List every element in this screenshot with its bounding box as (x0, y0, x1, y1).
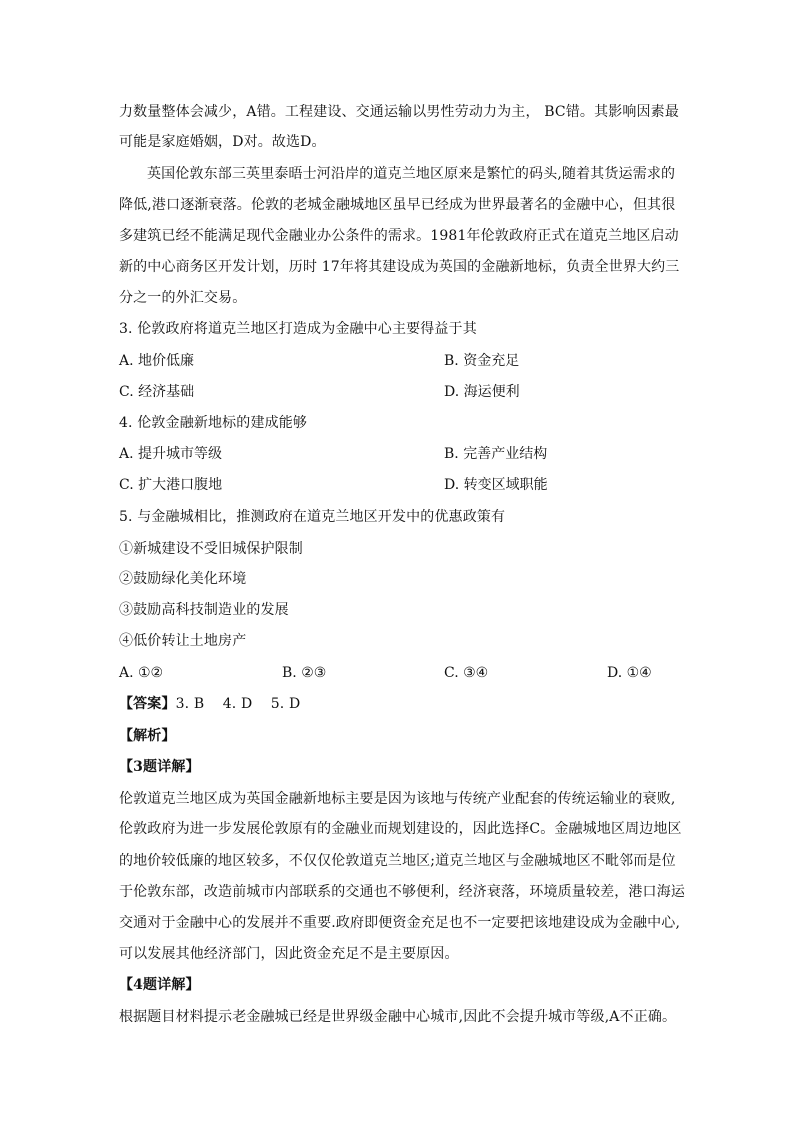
question-4-option-b: B. 完善产业结构 (444, 446, 548, 462)
question-3-option-b: B. 资金充足 (444, 353, 520, 369)
paragraph-line: 可能是家庭婚姻，D对。故选D。 (119, 134, 326, 150)
passage-line: 降低,港口逐渐衰落。伦敦的老城金融城地区虽早已经成为世界最著名的金融中心，但其很 (119, 197, 676, 213)
question-5-option-b: B. ②③ (282, 665, 327, 681)
question-5-stem: 5. 与金融城相比，推测政府在道克兰地区开发中的优惠政策有 (119, 509, 506, 525)
detail-3-label: 【3题详解】 (119, 759, 200, 775)
question-4-stem: 4. 伦敦金融新地标的建成能够 (119, 415, 308, 431)
detail-3-line: 伦敦政府为进一步发展伦敦原有的金融业而规划建设的，因此选择C。金融城地区周边地区 (119, 821, 682, 837)
passage-line: 多建筑已经不能满足现代金融业办公条件的需求。1981年伦敦政府正式在道克兰地区启动 (119, 228, 679, 244)
passage-line: 新的中心商务区开发计划，历时 17年将其建设成为英国的金融新地标，负责全世界大约三 (119, 259, 680, 275)
question-5-option-d: D. ①④ (607, 665, 652, 681)
paragraph-line: 力数量整体会减少，A错。工程建设、交通运输以男性劳动力为主， BC错。其影响因素最 (119, 104, 679, 120)
question-3-stem: 3. 伦敦政府将道克兰地区打造成为金融中心主要得益于其 (119, 321, 477, 337)
answer-line (119, 695, 300, 713)
detail-3-line: 伦敦道克兰地区成为英国金融新地标主要是因为该地与传统产业配套的传统运输业的衰败, (119, 791, 676, 807)
passage-line: 分之一的外汇交易。 (119, 290, 247, 306)
question-4-option-a: A. 提升城市等级 (119, 446, 223, 462)
question-5-item: ③鼓励高科技制造业的发展 (119, 602, 289, 618)
question-5-item: ②鼓励绿化美化环境 (119, 571, 247, 587)
answer-label: 【答案】 (119, 696, 176, 712)
question-5-item: ④低价转让土地房产 (119, 633, 247, 649)
detail-3-line: 交通对于金融中心的发展并不重要.政府即便资金充足也不一定要把该地建设成为金融中心, (119, 915, 681, 931)
passage-line: 英国伦敦东部三英里泰晤士河沿岸的道克兰地区原来是繁忙的码头,随着其货运需求的 (147, 166, 676, 182)
answer-text: 3. B 4. D 5. D (175, 696, 301, 712)
question-3-option-a: A. 地价低廉 (119, 353, 195, 369)
detail-3-line: 可以发展其他经济部门，因此资金充足不是主要原因。 (119, 946, 459, 962)
question-3-option-d: D. 海运便利 (444, 384, 520, 400)
detail-4-label: 【4题详解】 (119, 977, 200, 993)
question-4-option-d: D. 转变区域职能 (444, 477, 548, 493)
detail-3-line: 于伦敦东部，改造前城市内部联系的交通也不够便利，经济衰落，环境质量较差，港口海运 (119, 884, 685, 900)
question-5-option-a: A. ①② (119, 665, 164, 681)
question-3-option-c: C. 经济基础 (119, 384, 195, 400)
question-5-option-c: C. ③④ (444, 665, 489, 681)
detail-4-line: 根据题目材料提示老金融城已经是世界级金融中心城市,因此不会提升城市等级,A不正确。 (119, 1009, 677, 1025)
detail-3-line: 的地价较低廉的地区较多，不仅仅伦敦道克兰地区;道克兰地区与金融城地区不毗邻而是位 (119, 853, 676, 869)
analysis-label: 【解析】 (119, 728, 176, 744)
question-4-option-c: C. 扩大港口腹地 (119, 477, 223, 493)
question-5-item: ①新城建设不受旧城保护限制 (119, 541, 303, 557)
